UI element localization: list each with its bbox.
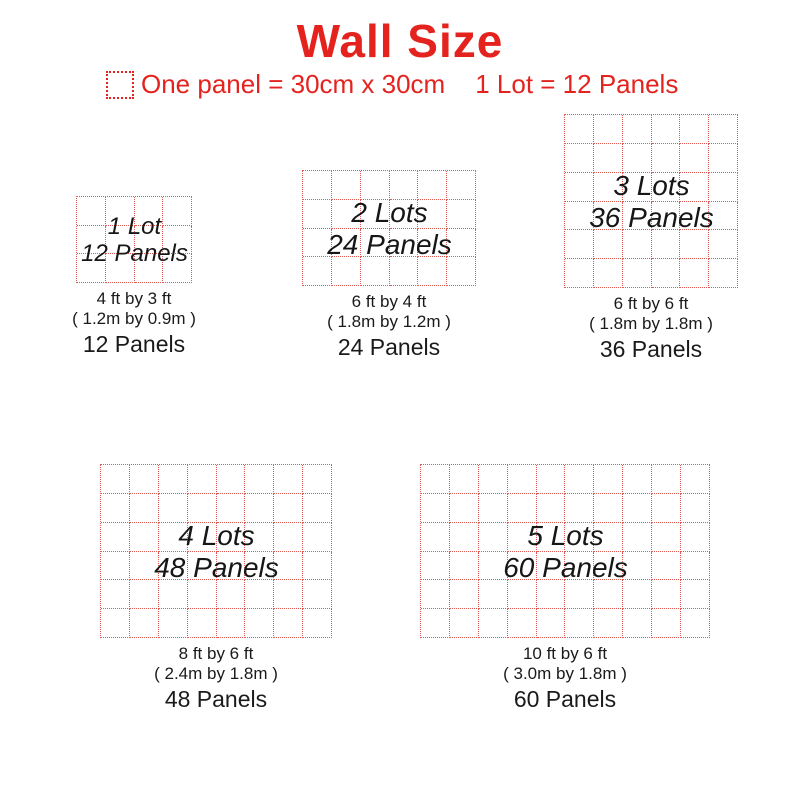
panel-grid-2-lots <box>302 170 476 286</box>
wall-caption <box>72 289 196 357</box>
lot-count-label: 4 Lots <box>178 519 255 551</box>
panel-count-label: 36 Panels <box>589 201 714 233</box>
wall-caption <box>589 294 713 362</box>
wall-caption <box>327 292 451 360</box>
panel-grid-5-lots <box>420 464 710 638</box>
size-meters: ( 1.2m by 0.9m ) <box>72 309 196 328</box>
size-feet: 10 ft by 6 ft <box>522 644 608 663</box>
size-feet: 6 ft by 4 ft <box>351 292 427 311</box>
grid-label-5-lots <box>421 465 710 638</box>
panel-grid-1-lot <box>76 196 192 283</box>
size-feet: 6 ft by 6 ft <box>613 294 689 313</box>
grid-label-3-lots <box>565 115 738 288</box>
grid-label-2-lots <box>303 171 476 286</box>
panel-count-label: 12 Panels <box>81 240 188 267</box>
wall-caption <box>503 644 627 712</box>
size-meters: ( 3.0m by 1.8m ) <box>503 664 627 683</box>
wall-option-2-lots <box>262 170 516 360</box>
page-title: Wall Size <box>296 15 504 67</box>
panel-total: 60 Panels <box>513 686 617 712</box>
wall-option-5-lots <box>380 464 750 712</box>
legend <box>106 69 678 100</box>
lot-count-label: 1 Lot <box>107 212 162 240</box>
panel-count-label: 24 Panels <box>327 228 452 260</box>
wall-caption <box>154 644 278 712</box>
size-meters: ( 1.8m by 1.8m ) <box>589 314 713 333</box>
legend-panel-text: One panel = 30cm x 30cm <box>141 69 446 99</box>
legend-lot-text: 1 Lot = 12 Panels <box>475 69 679 99</box>
wall-option-4-lots <box>60 464 372 712</box>
panel-swatch-icon <box>106 71 134 99</box>
panel-grid-4-lots <box>100 464 332 638</box>
panel-total: 36 Panels <box>599 336 703 362</box>
panel-total: 12 Panels <box>82 331 186 357</box>
grid-label-4-lots <box>101 465 332 638</box>
panel-count-label: 60 Panels <box>503 551 628 583</box>
lot-count-label: 5 Lots <box>527 519 604 551</box>
wall-option-1-lot <box>34 196 234 357</box>
size-feet: 8 ft by 6 ft <box>178 644 254 663</box>
lot-count-label: 2 Lots <box>351 196 428 228</box>
wall-option-3-lots <box>524 114 778 362</box>
grid-label-1-lot <box>77 197 192 283</box>
size-meters: ( 2.4m by 1.8m ) <box>154 664 278 683</box>
panel-count-label: 48 Panels <box>154 551 279 583</box>
size-meters: ( 1.8m by 1.2m ) <box>327 312 451 331</box>
panel-grid-3-lots <box>564 114 738 288</box>
panel-total: 48 Panels <box>164 686 268 712</box>
size-feet: 4 ft by 3 ft <box>96 289 172 308</box>
panel-total: 24 Panels <box>337 334 441 360</box>
lot-count-label: 3 Lots <box>613 169 690 201</box>
